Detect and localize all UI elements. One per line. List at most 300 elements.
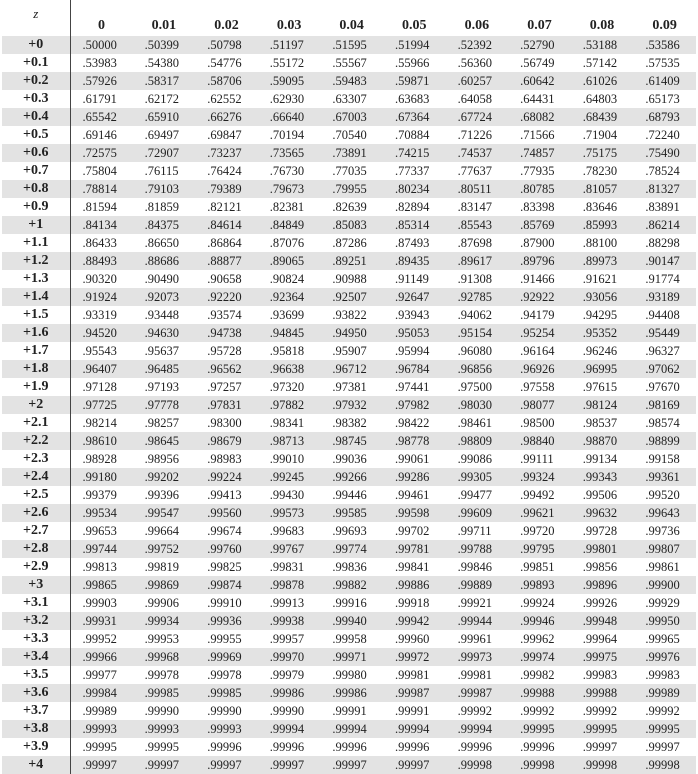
probability-cell: .61791 bbox=[82, 91, 117, 106]
probability-cell: .63307 bbox=[332, 91, 367, 106]
table-row bbox=[2, 666, 696, 684]
probability-cell: .96080 bbox=[457, 343, 492, 358]
probability-cell: .99931 bbox=[82, 613, 117, 628]
z-value: +0.5 bbox=[2, 126, 70, 144]
probability-cell: .90147 bbox=[645, 253, 680, 268]
probability-cell: .96995 bbox=[582, 361, 618, 376]
probability-cell: .99974 bbox=[520, 649, 555, 664]
probability-cell: .58706 bbox=[207, 73, 242, 88]
column-header: 0.07 bbox=[527, 18, 552, 33]
probability-cell: .94950 bbox=[332, 325, 367, 340]
probability-cell: .72907 bbox=[144, 145, 179, 160]
probability-cell: .99632 bbox=[582, 505, 618, 520]
table-row bbox=[2, 450, 696, 468]
z-value: +0.4 bbox=[2, 108, 70, 126]
z-value: +0.8 bbox=[2, 180, 70, 198]
probability-cell: .99882 bbox=[332, 577, 367, 592]
probability-cell: .99987 bbox=[457, 685, 492, 700]
probability-cell: .99962 bbox=[520, 631, 555, 646]
probability-cell: .59483 bbox=[332, 73, 367, 88]
z-value: +3.6 bbox=[2, 684, 70, 702]
z-value: +1.6 bbox=[2, 324, 70, 342]
probability-cell: .51197 bbox=[269, 37, 304, 52]
probability-cell: .50000 bbox=[82, 37, 117, 52]
probability-cell: .99807 bbox=[645, 541, 680, 556]
probability-cell: .93056 bbox=[582, 289, 618, 304]
probability-cell: .94062 bbox=[457, 307, 492, 322]
probability-cell: .99997 bbox=[645, 739, 680, 754]
z-value: +3.7 bbox=[2, 702, 70, 720]
probability-cell: .97381 bbox=[332, 379, 367, 394]
probability-cell: .95907 bbox=[332, 343, 367, 358]
table-row bbox=[2, 540, 696, 558]
probability-cell: .81057 bbox=[582, 181, 618, 196]
probability-cell: .99993 bbox=[144, 721, 179, 736]
probability-cell: .99413 bbox=[207, 487, 242, 502]
probability-cell: .69146 bbox=[82, 127, 117, 142]
probability-cell: .98124 bbox=[582, 397, 618, 412]
probability-cell: .57142 bbox=[582, 55, 618, 70]
probability-cell: .67003 bbox=[332, 109, 367, 124]
probability-cell: .99942 bbox=[394, 613, 430, 628]
probability-cell: .99997 bbox=[144, 757, 179, 772]
probability-cell: .99851 bbox=[520, 559, 555, 574]
probability-cell: .95254 bbox=[520, 325, 555, 340]
probability-cell: .71566 bbox=[520, 127, 555, 142]
probability-cell: .98214 bbox=[82, 415, 117, 430]
probability-cell: .99998 bbox=[520, 757, 555, 772]
probability-cell: .98077 bbox=[520, 397, 555, 412]
table-row bbox=[2, 342, 696, 360]
probability-cell: .99994 bbox=[269, 721, 305, 736]
z-value: +0.6 bbox=[2, 144, 70, 162]
probability-cell: .99286 bbox=[394, 469, 430, 484]
z-table-body bbox=[2, 36, 696, 774]
probability-cell: .99996 bbox=[457, 739, 492, 754]
probability-cell: .96712 bbox=[332, 361, 367, 376]
table-row bbox=[2, 648, 696, 666]
z-value: +3.4 bbox=[2, 648, 70, 666]
probability-cell: .67364 bbox=[394, 109, 430, 124]
probability-cell: .99991 bbox=[332, 703, 367, 718]
probability-cell: .58317 bbox=[144, 73, 179, 88]
probability-cell: .64058 bbox=[457, 91, 492, 106]
probability-cell: .99653 bbox=[82, 523, 117, 538]
probability-cell: .89796 bbox=[520, 253, 555, 268]
probability-cell: .87286 bbox=[332, 235, 367, 250]
probability-cell: .89251 bbox=[332, 253, 367, 268]
table-row bbox=[2, 396, 696, 414]
probability-cell: .94408 bbox=[645, 307, 680, 322]
column-header: 0.09 bbox=[652, 18, 677, 33]
probability-cell: .99981 bbox=[394, 667, 430, 682]
probability-cell: .67724 bbox=[457, 109, 492, 124]
probability-cell: .99674 bbox=[207, 523, 242, 538]
probability-cell: .99955 bbox=[207, 631, 242, 646]
probability-cell: .94845 bbox=[269, 325, 305, 340]
probability-cell: .89973 bbox=[582, 253, 618, 268]
probability-cell: .85993 bbox=[582, 217, 618, 232]
probability-cell: .98899 bbox=[645, 433, 680, 448]
table-row bbox=[2, 576, 696, 594]
probability-cell: .91149 bbox=[394, 271, 429, 286]
probability-cell: .95637 bbox=[144, 343, 179, 358]
z-table bbox=[2, 0, 696, 774]
probability-cell: .92647 bbox=[394, 289, 430, 304]
probability-cell: .99985 bbox=[207, 685, 242, 700]
z-value: +3 bbox=[2, 576, 70, 594]
probability-cell: .99998 bbox=[645, 757, 680, 772]
table-row bbox=[2, 180, 696, 198]
probability-cell: .99953 bbox=[144, 631, 179, 646]
z-value: +0.3 bbox=[2, 90, 70, 108]
probability-cell: .96327 bbox=[645, 343, 680, 358]
table-row bbox=[2, 360, 696, 378]
table-row bbox=[2, 738, 696, 756]
probability-cell: .89617 bbox=[457, 253, 492, 268]
probability-cell: .99995 bbox=[582, 721, 618, 736]
probability-cell: .95818 bbox=[269, 343, 305, 358]
probability-cell: .99711 bbox=[457, 523, 492, 538]
probability-cell: .99893 bbox=[520, 577, 555, 592]
probability-cell: .99841 bbox=[394, 559, 430, 574]
z-value: +3.2 bbox=[2, 612, 70, 630]
table-row bbox=[2, 72, 696, 90]
probability-cell: .98679 bbox=[207, 433, 242, 448]
probability-cell: .65542 bbox=[82, 109, 117, 124]
probability-cell: .82639 bbox=[332, 199, 367, 214]
probability-cell: .98537 bbox=[582, 415, 618, 430]
probability-cell: .59871 bbox=[394, 73, 430, 88]
probability-cell: .99379 bbox=[82, 487, 117, 502]
probability-cell: .91774 bbox=[645, 271, 680, 286]
probability-cell: .99997 bbox=[394, 757, 430, 772]
probability-cell: .96926 bbox=[520, 361, 555, 376]
table-row bbox=[2, 324, 696, 342]
probability-cell: .88493 bbox=[82, 253, 117, 268]
z-table-header bbox=[2, 0, 696, 36]
z-value: +1.9 bbox=[2, 378, 70, 396]
probability-cell: .68793 bbox=[645, 109, 680, 124]
probability-cell: .99224 bbox=[207, 469, 242, 484]
probability-cell: .83891 bbox=[645, 199, 680, 214]
probability-cell: .95053 bbox=[394, 325, 430, 340]
probability-cell: .88686 bbox=[144, 253, 179, 268]
probability-cell: .99534 bbox=[82, 505, 117, 520]
probability-cell: .99520 bbox=[645, 487, 680, 502]
z-value: +2.5 bbox=[2, 486, 70, 504]
probability-cell: .99609 bbox=[457, 505, 492, 520]
probability-cell: .91308 bbox=[457, 271, 492, 286]
column-header: 0.04 bbox=[339, 18, 364, 33]
z-value: +1.1 bbox=[2, 234, 70, 252]
z-value: +3.8 bbox=[2, 720, 70, 738]
probability-cell: .84614 bbox=[207, 217, 242, 232]
table-row bbox=[2, 630, 696, 648]
table-row bbox=[2, 162, 696, 180]
table-row bbox=[2, 36, 696, 54]
z-value: +1.4 bbox=[2, 288, 70, 306]
probability-cell: .99958 bbox=[332, 631, 367, 646]
probability-cell: .99492 bbox=[520, 487, 555, 502]
probability-cell: .99245 bbox=[269, 469, 305, 484]
probability-cell: .89065 bbox=[269, 253, 305, 268]
probability-cell: .99997 bbox=[269, 757, 305, 772]
z-value: +1.5 bbox=[2, 306, 70, 324]
probability-cell: .86214 bbox=[645, 217, 680, 232]
probability-cell: .99585 bbox=[332, 505, 367, 520]
probability-cell: .97128 bbox=[82, 379, 117, 394]
z-value: +1.7 bbox=[2, 342, 70, 360]
probability-cell: .98500 bbox=[520, 415, 555, 430]
probability-cell: .57535 bbox=[645, 55, 680, 70]
probability-cell: .99993 bbox=[207, 721, 242, 736]
probability-cell: .99906 bbox=[144, 595, 179, 610]
probability-cell: .93574 bbox=[207, 307, 242, 322]
probability-cell: .99760 bbox=[207, 541, 242, 556]
probability-cell: .97558 bbox=[520, 379, 555, 394]
probability-cell: .95449 bbox=[645, 325, 680, 340]
probability-cell: .99801 bbox=[582, 541, 618, 556]
z-value: +0.1 bbox=[2, 54, 70, 72]
probability-cell: .99774 bbox=[332, 541, 367, 556]
probability-cell: .99940 bbox=[332, 613, 367, 628]
probability-cell: .99916 bbox=[332, 595, 367, 610]
probability-cell: .61409 bbox=[645, 73, 680, 88]
probability-cell: .99846 bbox=[457, 559, 492, 574]
probability-cell: .94520 bbox=[82, 325, 117, 340]
probability-cell: .97320 bbox=[269, 379, 305, 394]
z-value: +3.1 bbox=[2, 594, 70, 612]
probability-cell: .94738 bbox=[207, 325, 242, 340]
table-row bbox=[2, 558, 696, 576]
column-header: 0.08 bbox=[589, 18, 615, 33]
probability-cell: .52392 bbox=[457, 37, 492, 52]
probability-cell: .57926 bbox=[82, 73, 117, 88]
probability-cell: .98461 bbox=[457, 415, 492, 430]
probability-cell: .88877 bbox=[207, 253, 242, 268]
table-row bbox=[2, 684, 696, 702]
probability-cell: .99993 bbox=[82, 721, 117, 736]
probability-cell: .99903 bbox=[82, 595, 117, 610]
probability-cell: .63683 bbox=[394, 91, 430, 106]
probability-cell: .99944 bbox=[457, 613, 492, 628]
probability-cell: .99929 bbox=[645, 595, 680, 610]
probability-cell: .86864 bbox=[207, 235, 242, 250]
probability-cell: .90988 bbox=[332, 271, 367, 286]
probability-cell: .70884 bbox=[394, 127, 430, 142]
probability-cell: .69847 bbox=[207, 127, 242, 142]
column-header: 0.03 bbox=[276, 18, 302, 33]
probability-cell: .77337 bbox=[394, 163, 430, 178]
probability-cell: .99036 bbox=[332, 451, 367, 466]
probability-cell: .86433 bbox=[82, 235, 117, 250]
table-row bbox=[2, 252, 696, 270]
probability-cell: .99869 bbox=[144, 577, 179, 592]
probability-cell: .73237 bbox=[207, 145, 242, 160]
probability-cell: .99324 bbox=[520, 469, 555, 484]
probability-cell: .99936 bbox=[207, 613, 242, 628]
z-value: +0.2 bbox=[2, 72, 70, 90]
table-row bbox=[2, 270, 696, 288]
z-value: +3.9 bbox=[2, 738, 70, 756]
probability-cell: .55172 bbox=[269, 55, 305, 70]
z-value: +2.3 bbox=[2, 450, 70, 468]
probability-cell: .53188 bbox=[582, 37, 618, 52]
probability-cell: .99977 bbox=[82, 667, 117, 682]
probability-cell: .99997 bbox=[582, 739, 618, 754]
probability-cell: .99991 bbox=[394, 703, 430, 718]
probability-cell: .96638 bbox=[269, 361, 305, 376]
z-value: +1.2 bbox=[2, 252, 70, 270]
probability-cell: .93319 bbox=[82, 307, 117, 322]
probability-cell: .93943 bbox=[394, 307, 430, 322]
z-value: +2.8 bbox=[2, 540, 70, 558]
probability-cell: .99664 bbox=[144, 523, 179, 538]
probability-cell: .92073 bbox=[144, 289, 179, 304]
probability-cell: .99861 bbox=[645, 559, 680, 574]
probability-cell: .99896 bbox=[582, 577, 618, 592]
probability-cell: .98574 bbox=[645, 415, 680, 430]
z-value: +2.6 bbox=[2, 504, 70, 522]
probability-cell: .83147 bbox=[457, 199, 492, 214]
probability-cell: .99343 bbox=[582, 469, 618, 484]
z-value: +0.9 bbox=[2, 198, 70, 216]
probability-cell: .97500 bbox=[457, 379, 492, 394]
table-row bbox=[2, 306, 696, 324]
probability-cell: .96485 bbox=[144, 361, 179, 376]
probability-cell: .99180 bbox=[82, 469, 117, 484]
probability-cell: .99010 bbox=[269, 451, 305, 466]
probability-cell: .79955 bbox=[332, 181, 367, 196]
probability-cell: .99996 bbox=[207, 739, 242, 754]
probability-cell: .99965 bbox=[645, 631, 680, 646]
probability-cell: .97882 bbox=[269, 397, 305, 412]
probability-cell: .99976 bbox=[645, 649, 680, 664]
column-header: 0.02 bbox=[214, 18, 239, 33]
probability-cell: .99997 bbox=[207, 757, 242, 772]
probability-cell: .90824 bbox=[269, 271, 305, 286]
probability-cell: .78524 bbox=[645, 163, 680, 178]
probability-cell: .99825 bbox=[207, 559, 242, 574]
probability-cell: .99683 bbox=[269, 523, 305, 538]
probability-cell: .99886 bbox=[394, 577, 430, 592]
probability-cell: .98300 bbox=[207, 415, 242, 430]
column-header: 0 bbox=[98, 18, 106, 33]
probability-cell: .99720 bbox=[520, 523, 555, 538]
probability-cell: .99900 bbox=[645, 577, 680, 592]
probability-cell: .99961 bbox=[457, 631, 492, 646]
probability-cell: .87076 bbox=[269, 235, 305, 250]
probability-cell: .96856 bbox=[457, 361, 492, 376]
probability-cell: .99998 bbox=[582, 757, 618, 772]
probability-cell: .59095 bbox=[269, 73, 305, 88]
probability-cell: .79389 bbox=[207, 181, 242, 196]
probability-cell: .99978 bbox=[144, 667, 179, 682]
probability-cell: .99788 bbox=[457, 541, 492, 556]
probability-cell: .99986 bbox=[269, 685, 305, 700]
probability-cell: .56749 bbox=[520, 55, 555, 70]
probability-cell: .98030 bbox=[457, 397, 492, 412]
probability-cell: .85543 bbox=[457, 217, 492, 232]
probability-cell: .99061 bbox=[394, 451, 430, 466]
probability-cell: .73891 bbox=[332, 145, 367, 160]
probability-cell: .98713 bbox=[269, 433, 305, 448]
probability-cell: .99361 bbox=[645, 469, 680, 484]
probability-cell: .99305 bbox=[457, 469, 492, 484]
probability-cell: .99960 bbox=[394, 631, 430, 646]
probability-cell: .99970 bbox=[269, 649, 305, 664]
probability-cell: .97831 bbox=[207, 397, 242, 412]
z-value: +0 bbox=[2, 36, 70, 54]
probability-cell: .98341 bbox=[269, 415, 305, 430]
z-value: +2.4 bbox=[2, 468, 70, 486]
probability-cell: .99621 bbox=[520, 505, 555, 520]
probability-cell: .93189 bbox=[645, 289, 680, 304]
probability-cell: .89435 bbox=[394, 253, 430, 268]
probability-cell: .93448 bbox=[144, 307, 179, 322]
probability-cell: .99266 bbox=[332, 469, 367, 484]
probability-cell: .97778 bbox=[144, 397, 179, 412]
probability-cell: .99986 bbox=[332, 685, 367, 700]
probability-cell: .99996 bbox=[269, 739, 305, 754]
probability-cell: .64431 bbox=[520, 91, 555, 106]
probability-cell: .77035 bbox=[332, 163, 367, 178]
table-row bbox=[2, 378, 696, 396]
probability-cell: .99980 bbox=[332, 667, 367, 682]
z-value: +1.8 bbox=[2, 360, 70, 378]
probability-cell: .98778 bbox=[394, 433, 430, 448]
probability-cell: .99969 bbox=[207, 649, 242, 664]
table-row bbox=[2, 486, 696, 504]
probability-cell: .97932 bbox=[332, 397, 367, 412]
probability-cell: .83398 bbox=[520, 199, 555, 214]
probability-cell: .79103 bbox=[144, 181, 179, 196]
probability-cell: .87493 bbox=[394, 235, 430, 250]
probability-cell: .99996 bbox=[332, 739, 367, 754]
probability-cell: .52790 bbox=[520, 37, 555, 52]
probability-cell: .99926 bbox=[582, 595, 618, 610]
probability-cell: .99982 bbox=[520, 667, 555, 682]
probability-cell: .73565 bbox=[269, 145, 305, 160]
probability-cell: .99910 bbox=[207, 595, 242, 610]
probability-cell: .99966 bbox=[82, 649, 117, 664]
probability-cell: .99744 bbox=[82, 541, 117, 556]
probability-cell: .99997 bbox=[82, 757, 117, 772]
probability-cell: .98928 bbox=[82, 451, 117, 466]
z-value: +2.7 bbox=[2, 522, 70, 540]
probability-cell: .84849 bbox=[269, 217, 305, 232]
header-row bbox=[2, 0, 696, 36]
probability-cell: .97670 bbox=[645, 379, 680, 394]
probability-cell: .91466 bbox=[520, 271, 555, 286]
probability-cell: .99957 bbox=[269, 631, 305, 646]
probability-cell: .55567 bbox=[332, 55, 367, 70]
probability-cell: .99972 bbox=[394, 649, 430, 664]
probability-cell: .99994 bbox=[394, 721, 430, 736]
probability-cell: .99202 bbox=[144, 469, 179, 484]
probability-cell: .81594 bbox=[82, 199, 117, 214]
probability-cell: .77935 bbox=[520, 163, 555, 178]
probability-cell: .76730 bbox=[269, 163, 305, 178]
z-value: +3.3 bbox=[2, 630, 70, 648]
probability-cell: .88298 bbox=[645, 235, 680, 250]
probability-cell: .99989 bbox=[645, 685, 680, 700]
probability-cell: .97257 bbox=[207, 379, 242, 394]
probability-cell: .99997 bbox=[332, 757, 367, 772]
probability-cell: .99996 bbox=[520, 739, 555, 754]
probability-cell: .99781 bbox=[394, 541, 430, 556]
